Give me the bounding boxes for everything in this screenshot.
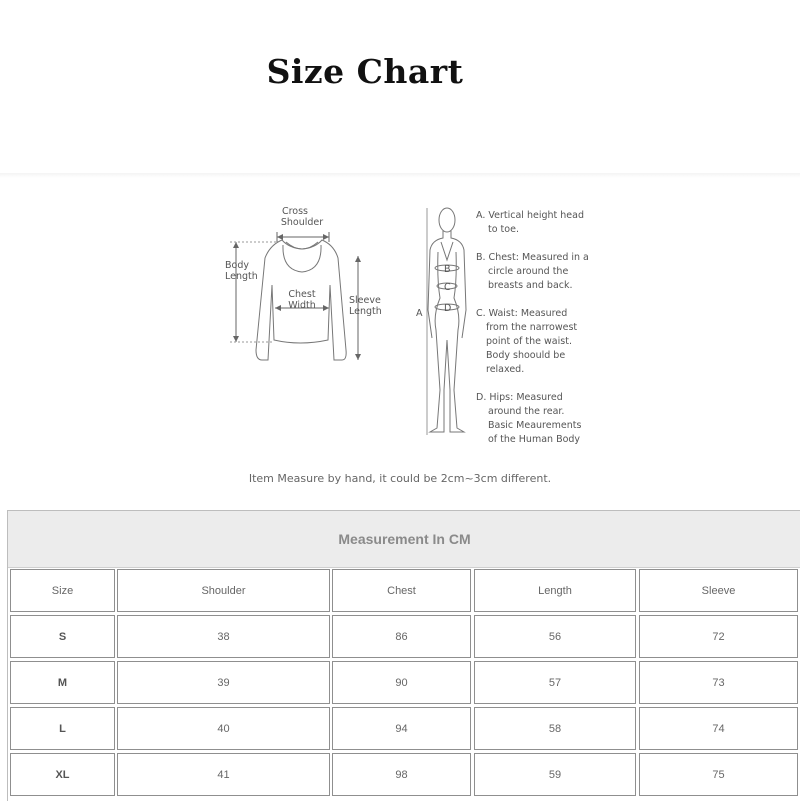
body-length-label-2: Length — [225, 271, 258, 282]
legend-a-line1: A. Vertical height head — [476, 210, 584, 221]
column-header-length: Length — [474, 569, 636, 612]
divider — [0, 173, 800, 178]
sleeve-cell: 72 — [639, 615, 798, 658]
measurement-note: Item Measure by hand, it could be 2cm~3cm different. — [248, 472, 552, 485]
sleeve-length-label-1: Sleeve — [349, 295, 381, 306]
human-body-illustration — [427, 208, 466, 435]
table-header-row — [8, 569, 800, 614]
legend-d-line2: around the rear. — [488, 406, 565, 417]
legend-c-line5: relaxed. — [486, 364, 525, 375]
table-row — [8, 661, 800, 706]
size-cell: XL — [10, 753, 115, 796]
legend-c-line4: Body shoould be — [486, 350, 566, 361]
chest-cell: 90 — [332, 661, 471, 704]
legend-b-line2: circle around the — [488, 266, 569, 277]
legend-d-line1: D. Hips: Measured — [476, 392, 563, 403]
column-header-sleeve: Sleeve — [639, 569, 798, 612]
chest-cell: 98 — [332, 753, 471, 796]
sleeve-length-label-2: Length — [349, 306, 382, 317]
size-cell: L — [10, 707, 115, 750]
cross-shoulder-label-1: Cross — [281, 206, 309, 217]
chest-cell: 94 — [332, 707, 471, 750]
label-c: C — [444, 282, 451, 293]
legend-b-line1: B. Chest: Measured in a — [476, 252, 589, 263]
chest-cell: 86 — [332, 615, 471, 658]
legend-d-line4: of the Human Body — [488, 434, 581, 445]
column-header-shoulder: Shoulder — [117, 569, 330, 612]
table-title: Measurement In CM — [8, 511, 800, 568]
label-b: B — [444, 264, 451, 275]
shoulder-cell: 38 — [117, 615, 330, 658]
table-row — [8, 707, 800, 752]
length-cell: 57 — [474, 661, 636, 704]
label-d: D — [444, 303, 452, 314]
legend-d-line3: Basic Meaurements — [488, 420, 582, 431]
length-cell: 56 — [474, 615, 636, 658]
size-cell: M — [10, 661, 115, 704]
table-row — [8, 615, 800, 660]
length-cell: 59 — [474, 753, 636, 796]
sleeve-cell: 73 — [639, 661, 798, 704]
length-cell: 58 — [474, 707, 636, 750]
body-length-label-1: Body — [225, 260, 249, 271]
chest-width-label-2: Width — [288, 300, 316, 311]
shoulder-cell: 40 — [117, 707, 330, 750]
legend-c-line1: C. Waist: Measured — [476, 308, 568, 319]
legend-a-line2: to toe. — [488, 224, 519, 235]
label-a: A — [416, 308, 423, 319]
measurement-legend — [476, 210, 589, 445]
cross-shoulder-label-2: Shoulder — [280, 217, 324, 228]
table-row — [8, 753, 800, 798]
size-cell: S — [10, 615, 115, 658]
column-header-chest: Chest — [332, 569, 471, 612]
column-header-size: Size — [10, 569, 115, 612]
size-table — [7, 510, 800, 801]
shoulder-cell: 41 — [117, 753, 330, 796]
page-title: Size Chart — [266, 52, 464, 91]
legend-b-line3: breasts and back. — [488, 280, 573, 291]
measurement-diagram — [0, 190, 800, 460]
shoulder-cell: 39 — [117, 661, 330, 704]
chest-width-label-1: Chest — [288, 289, 316, 300]
legend-c-line2: from the narrowest — [486, 322, 578, 333]
sleeve-cell: 75 — [639, 753, 798, 796]
legend-c-line3: point of the waist. — [486, 336, 572, 347]
sleeve-cell: 74 — [639, 707, 798, 750]
